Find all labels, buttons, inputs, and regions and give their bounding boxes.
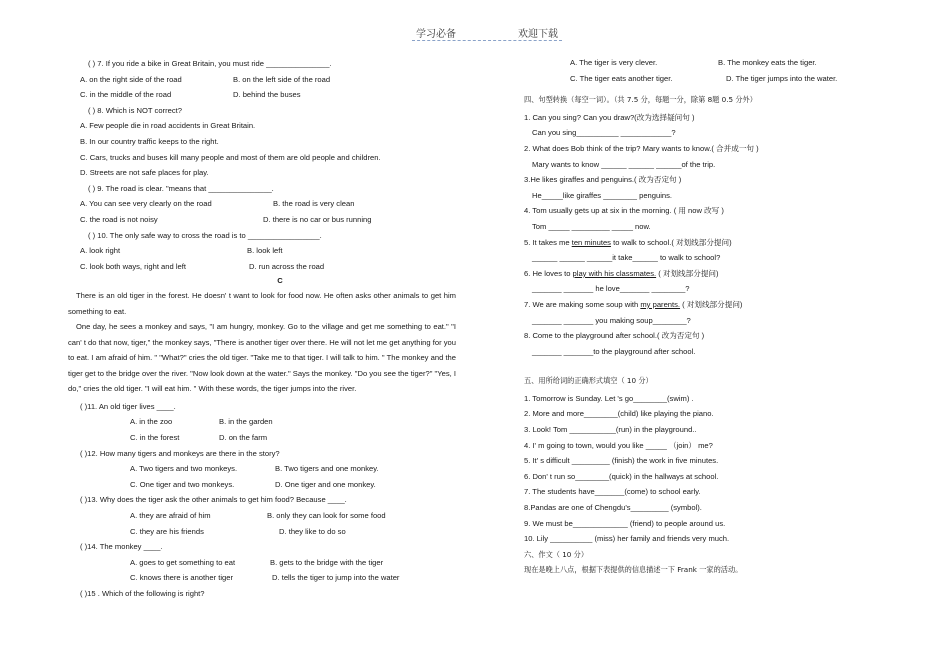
q14-option-b: B. gets to the bridge with the tiger — [270, 557, 384, 567]
q10-options-cd — [80, 259, 480, 275]
q11-option-d: D. on the farm — [219, 433, 268, 442]
s4-q4: 4. Tom usually gets up at six in the morning. ( 用 now 改写 ) — [524, 206, 724, 216]
q14-option-c: C. knows there is another tiger — [130, 573, 233, 583]
s5-item-7: 7. The students have_______(come) to school early. — [524, 487, 701, 497]
right-column — [524, 55, 864, 578]
q14-option-a: A. goes to get something to eat — [130, 557, 236, 567]
q10-options-ab — [80, 243, 480, 259]
q9-option-b: B. the road is very clean — [273, 199, 355, 209]
q15-stem: ( )15 . Which of the following is right? — [80, 588, 205, 598]
q8-stem: ( ) 8. Which is NOT correct? — [88, 105, 182, 115]
q15-option-a: A. The tiger is very clever. — [570, 58, 658, 67]
s4-a8: _______ _______to the playground after school. — [532, 346, 696, 356]
q7-option-a: A. on the right side of the road — [80, 74, 182, 84]
q10-option-a: A. look right — [80, 246, 121, 256]
q15-option-b: B. The monkey eats the tiger. — [718, 58, 817, 67]
s4-q7 — [524, 297, 864, 313]
left-column — [68, 56, 480, 602]
s4-q6-pre: 6. He loves to — [524, 268, 573, 278]
q10-option-b: B. look left — [247, 246, 283, 256]
passage-paragraph-2: One day, he sees a monkey and says, "I am hungry, monkey. Go to the village and get me something to eat." "I can' t do that now, tiger," the monkey says, "There is another tiger over there. He will not let me get anything for you to eat. I am afraid of him. " "What?" cries the old tiger. "Take me to that tiger. I will talk to him. " The monkey and the tiger get to the bridge over the river. "Now look down at the water." Says the monkey. "Do you see the tiger?" "Yes, I do," cries the old tiger. "I will eat him. " With these words, the tiger jumps into the river. — [68, 322, 456, 394]
section-6-text: 现在是晚上八点，根据下表提供的信息描述一下 Frank 一家的活动。 — [524, 565, 743, 575]
s4-a4: Tom _____ _________ _____ now. — [532, 221, 651, 231]
q9-options-cd — [80, 212, 480, 228]
q12-options-cd — [80, 477, 480, 493]
s4-q2: 2. What does Bob think of the trip? Mary wants to know.( 合并成一句 ) — [524, 143, 759, 153]
s5-item-4: 4. I' m going to town, would you like _____ （join） me? — [524, 440, 713, 450]
s4-q8: 8. Come to the playground after school.( 改为否定句 ) — [524, 331, 705, 341]
q14-option-d: D. tells the tiger to jump into the water — [272, 573, 400, 583]
s5-item-2: 2. More and more________(child) like playing the piano. — [524, 409, 714, 419]
q8-option-c: C. Cars, trucks and buses kill many people and most of them are old people and children. — [80, 152, 381, 162]
s4-q6 — [524, 266, 864, 282]
q7-stem: ( ) 7. If you ride a bike in Great Britain, you must ride _______________. — [88, 59, 332, 68]
q11-stem: ( )11. An old tiger lives ____. — [80, 401, 176, 411]
q14-options-cd — [80, 570, 480, 586]
s4-a6: _______ _______ he love_______ ________? — [532, 284, 690, 294]
section-6-title: 六、作文（ 10 分） — [524, 549, 589, 559]
q11-options-ab — [80, 414, 480, 430]
s4-q5 — [524, 235, 864, 251]
s4-a2: Mary wants to know ______ ______ ______of the trip. — [532, 159, 716, 169]
q13-option-c: C. they are his friends — [130, 526, 204, 536]
q9-stem: ( ) 9. The road is clear. "means that _______________. — [88, 183, 274, 193]
s4-q5-pre: 5. It takes me — [524, 237, 572, 247]
header-right: 欢迎下载 — [518, 29, 558, 40]
s4-a1: Can you sing__________ ____________? — [532, 128, 676, 138]
s4-a5: ______ ______ ______it take______ to walk to school? — [532, 253, 721, 263]
q9-option-a: A. You can see very clearly on the road — [80, 199, 212, 209]
q9-options-ab — [80, 196, 480, 212]
q15-option-d: D. The tiger jumps into the water. — [726, 73, 838, 83]
q7-options-cd — [80, 87, 480, 103]
q11-option-a: A. in the zoo — [130, 417, 173, 427]
q10-stem: ( ) 10. The only safe way to cross the road is to _________________. — [88, 230, 322, 240]
s4-q6-underlined: play with his classmates. — [572, 268, 657, 278]
section-c-heading: C — [277, 276, 283, 286]
q10-option-d: D. run across the road — [249, 261, 325, 271]
q15-option-c: C. The tiger eats another tiger. — [570, 73, 673, 83]
section-4-title — [524, 92, 864, 108]
s4-q5-underlined: ten minutes — [571, 237, 611, 247]
q11-option-c: C. in the forest — [130, 433, 180, 442]
s5-item-5: 5. It' s difficult _________ (finish) the work in five minutes. — [524, 456, 719, 466]
q8-option-a: A. Few people die in road accidents in Great Britain. — [80, 121, 256, 131]
q11-options-cd — [80, 430, 480, 446]
q12-options-ab — [80, 461, 480, 477]
q12-option-d: D. One tiger and one monkey. — [275, 479, 376, 489]
q9-option-d: D. there is no car or bus running — [263, 214, 372, 224]
s4-q1: 1. Can you sing? Can you draw?(改为选择疑问句 ) — [524, 112, 695, 122]
s5-item-10: 10. Lily __________ (miss) her family and friends very much. — [524, 534, 730, 544]
q7-options-ab — [80, 72, 480, 88]
q12-option-c: C. One tiger and two monkeys. — [130, 479, 235, 489]
q9-option-c: C. the road is not noisy — [80, 214, 158, 224]
header-left: 学习必备 — [416, 29, 456, 40]
s5-item-3: 3. Look! Tom ___________(run) in the playground.. — [524, 425, 697, 435]
s4-q5-post: to walk to school.( 对划线部分提问) — [610, 237, 732, 247]
q11-option-b: B. in the garden — [219, 417, 273, 427]
q8-option-b: B. In our country traffic keeps to the right. — [80, 136, 219, 146]
q15-options-ab — [524, 55, 864, 71]
q13-options-ab — [80, 508, 480, 524]
q8-option-d: D. Streets are not safe places for play. — [80, 168, 209, 178]
s4-a3: He_____like giraffes ________ penguins. — [532, 190, 673, 200]
q13-stem: ( )13. Why does the tiger ask the other animals to get him food? Because ____. — [80, 495, 347, 505]
s4-q3: 3.He likes giraffes and penguins.( 改为否定句 ) — [524, 175, 682, 185]
q15-options-cd — [524, 71, 864, 87]
passage-paragraph-1: There is an old tiger in the forest. He doesn' t want to look for food now. He often asks other animals to get him something to eat. — [68, 291, 456, 316]
s5-item-8: 8.Pandas are one of Chengdu's_________ (symbol). — [524, 503, 702, 513]
q7-option-d: D. behind the buses — [233, 90, 301, 100]
q12-stem: ( )12. How many tigers and monkeys are there in the story? — [80, 448, 280, 458]
section-5-title: 五、用所给词的正确形式填空（ 10 分） — [524, 376, 653, 386]
s5-item-6: 6. Don' t run so________(quick) in the hallways at school. — [524, 471, 719, 481]
s4-q6-post: ( 对划线部分提问) — [656, 268, 719, 278]
q13-option-b: B. only they can look for some food — [267, 510, 386, 520]
s5-item-9: 9. We must be_____________ (friend) to people around us. — [524, 518, 726, 528]
page-header — [412, 22, 562, 41]
q10-option-c: C. look both ways, right and left — [80, 261, 186, 271]
q14-options-ab — [80, 555, 480, 571]
q13-option-a: A. they are afraid of him — [130, 510, 211, 520]
q13-option-d: D. they like to do so — [279, 526, 346, 536]
section-4-title-main: 四、句型转换（每空一词） — [524, 95, 607, 105]
s4-a7: _______ _______ you making soup________? — [532, 315, 691, 325]
s5-item-1: 1. Tomorrow is Sunday. Let 's go________(swim) . — [524, 393, 694, 403]
q7-option-b: B. on the left side of the road — [233, 74, 331, 84]
q13-options-cd — [80, 524, 480, 540]
q14-stem: ( )14. The monkey ____. — [80, 542, 163, 552]
s4-q7-post: ( 对划线部分提问) — [680, 299, 743, 309]
q12-option-b: B. Two tigers and one monkey. — [275, 464, 379, 474]
section-4-title-tail: 。（共 7.5 分，每题一分，除第 8题 0.5 分外） — [606, 95, 757, 105]
q7-option-c: C. in the middle of the road — [80, 90, 172, 100]
s4-q7-pre: 7. We are making some soup with — [524, 299, 641, 309]
s4-q7-underlined: my parents. — [640, 299, 681, 309]
q12-option-a: A. Two tigers and two monkeys. — [130, 464, 238, 474]
